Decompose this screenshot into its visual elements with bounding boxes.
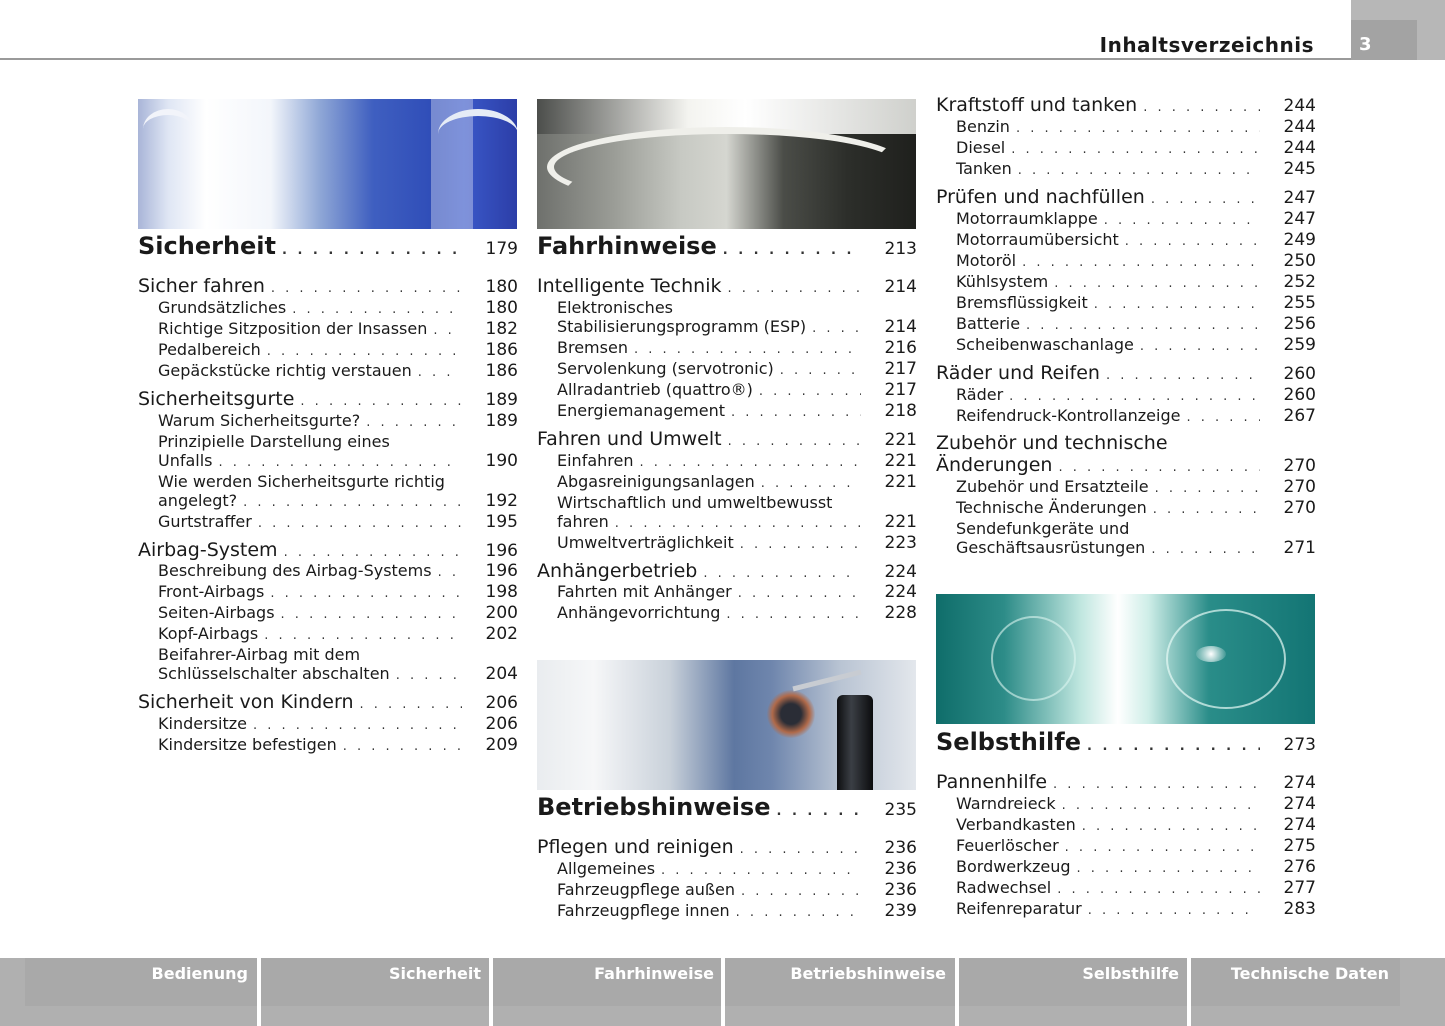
entry-page: 244 — [1283, 96, 1316, 116]
entry-title: Warum Sicherheitsgurte? — [158, 411, 361, 430]
entry-title: Unfalls — [158, 451, 213, 470]
entry-page: 189 — [485, 411, 518, 431]
entry-page: 252 — [1283, 272, 1316, 292]
dot-leader — [1143, 100, 1260, 115]
entry-title: Betriebshinweise — [537, 793, 771, 821]
dot-leader — [780, 363, 861, 378]
toc-item-entry[interactable] — [537, 859, 917, 881]
entry-page: 255 — [1283, 293, 1316, 313]
dot-leader — [1082, 819, 1260, 834]
toc-subsection-entry[interactable] — [936, 362, 1316, 384]
entry-title: Scheibenwaschanlage — [956, 335, 1134, 354]
entry-page: 259 — [1283, 335, 1316, 355]
entry-page: 192 — [485, 491, 518, 511]
entry-title: Sicherheit — [138, 232, 276, 260]
entry-page: 217 — [884, 359, 917, 379]
entry-page: 224 — [884, 562, 917, 582]
entry-title: Pflegen und reinigen — [537, 836, 734, 858]
entry-title: Diesel — [956, 138, 1006, 157]
dot-leader — [282, 243, 462, 258]
toc-item-entry[interactable] — [936, 117, 1316, 139]
dot-leader — [1186, 410, 1260, 425]
entry-page: 274 — [1283, 794, 1316, 814]
toc-item-entry[interactable] — [936, 230, 1316, 252]
toc-item-entry[interactable] — [537, 603, 917, 625]
toc-subsection-entry[interactable] — [537, 428, 917, 450]
entry-page: 182 — [485, 319, 518, 339]
entry-page: 209 — [485, 735, 518, 755]
dot-leader — [726, 607, 861, 622]
paraglider-shape — [143, 109, 193, 149]
dot-leader — [1054, 276, 1260, 291]
entry-page: 221 — [884, 430, 917, 450]
entry-page: 206 — [485, 693, 518, 713]
toc-subsection-entry[interactable] — [537, 275, 917, 297]
entry-title: Reifendruck-Kontrollanzeige — [956, 406, 1181, 425]
entry-title: Bordwerkzeug — [956, 857, 1071, 876]
entry-page: 271 — [1283, 538, 1316, 558]
toc-item-entry[interactable] — [138, 361, 518, 383]
toc-item-entry[interactable] — [537, 512, 917, 534]
entry-title: Stabilisierungsprogramm (ESP) — [557, 317, 807, 336]
entry-title: Geschäftsausrüstungen — [956, 538, 1146, 557]
entry-page: 275 — [1283, 836, 1316, 856]
entry-page: 200 — [485, 603, 518, 623]
toc-item-entry[interactable] — [138, 603, 518, 625]
entry-page: 216 — [884, 338, 917, 358]
light-bulb-photo — [936, 594, 1315, 724]
dot-leader — [741, 884, 861, 899]
entry-title: Richtige Sitzposition der Insassen — [158, 319, 428, 338]
toc-item-entry[interactable] — [537, 338, 917, 360]
toc-item-entry[interactable] — [936, 385, 1316, 407]
entry-page: 283 — [1283, 899, 1316, 919]
entry-title: Reifenreparatur — [956, 899, 1082, 918]
toc-item-entry[interactable] — [936, 272, 1316, 294]
dot-leader — [703, 566, 861, 581]
entry-page: 189 — [485, 390, 518, 410]
toc-item-entry[interactable] — [936, 293, 1316, 315]
entry-page: 276 — [1283, 857, 1316, 877]
entry-page: 190 — [485, 451, 518, 471]
entry-title: Fahren und Umwelt — [537, 428, 722, 450]
dot-leader — [253, 718, 462, 733]
bottom-tab-label: Betriebshinweise — [790, 964, 946, 983]
dot-leader — [740, 537, 861, 552]
toc-item-entry[interactable] — [936, 878, 1316, 900]
dot-leader — [812, 321, 861, 336]
entry-title: Fahrhinweise — [537, 232, 717, 260]
toc-subsection-entry[interactable] — [138, 275, 518, 297]
dot-leader — [1087, 739, 1260, 754]
dot-leader — [264, 628, 462, 643]
dot-leader — [438, 565, 462, 580]
toc-subsection-entry[interactable] — [138, 539, 518, 561]
entry-page: 202 — [485, 624, 518, 644]
dot-leader — [1057, 882, 1260, 897]
oil-can — [837, 695, 873, 790]
entry-page: 273 — [1283, 735, 1316, 755]
entry-title: Radwechsel — [956, 878, 1052, 897]
entry-title: Prüfen und nachfüllen — [936, 186, 1145, 208]
paraglider-shape — [438, 109, 517, 159]
entry-title: Pannenhilfe — [936, 771, 1048, 793]
toc-item-entry[interactable] — [138, 735, 518, 757]
entry-title-line1: Sendefunkgeräte und — [956, 519, 1130, 538]
entry-page: 221 — [884, 472, 917, 492]
toc-item-entry[interactable] — [936, 138, 1316, 160]
toc-subsection-entry[interactable] — [537, 836, 917, 858]
dot-leader — [1009, 389, 1260, 404]
entry-title: Anhängerbetrieb — [537, 560, 698, 582]
entry-title-line1: Beifahrer-Airbag mit dem — [158, 645, 361, 664]
toc-item-entry[interactable] — [138, 624, 518, 646]
dot-leader — [1016, 121, 1260, 136]
entry-title: Airbag-System — [138, 539, 278, 561]
toc-section-entry[interactable] — [138, 232, 518, 264]
toc-subsection-entry[interactable] — [138, 691, 518, 713]
dot-leader — [1088, 903, 1260, 918]
dot-leader — [1077, 861, 1260, 876]
entry-title: Allgemeines — [557, 859, 656, 878]
light-bulb-filament — [1196, 646, 1226, 662]
toc-item-entry[interactable] — [537, 380, 917, 402]
dot-leader — [1125, 234, 1260, 249]
toc-item-entry[interactable] — [138, 319, 518, 341]
entry-page: 180 — [485, 277, 518, 297]
dot-leader — [1155, 481, 1260, 496]
page-number: 3 — [1359, 34, 1372, 55]
toc-item-entry[interactable] — [537, 317, 917, 339]
dot-leader — [360, 697, 463, 712]
toc-item-entry[interactable] — [537, 451, 917, 473]
dot-leader — [271, 281, 462, 296]
entry-title: Fahrzeugpflege außen — [557, 880, 735, 899]
toc-item-entry[interactable] — [138, 298, 518, 320]
entry-page: 186 — [485, 361, 518, 381]
entry-title-line1: Zubehör und technische — [936, 432, 1168, 454]
entry-title-line1: Wirtschaftlich und umweltbewusst — [557, 493, 833, 512]
dot-leader — [258, 516, 462, 531]
entry-title: Umweltverträglichkeit — [557, 533, 734, 552]
toc-item-entry[interactable] — [936, 815, 1316, 837]
entry-page: 196 — [485, 561, 518, 581]
dot-leader — [396, 668, 462, 683]
dot-leader — [1140, 339, 1260, 354]
entry-page: 274 — [1283, 773, 1316, 793]
dot-leader — [723, 243, 861, 258]
entry-title: Änderungen — [936, 454, 1053, 476]
dot-leader — [243, 495, 462, 510]
entry-title: Verbandkasten — [956, 815, 1076, 834]
entry-title: Energiemanagement — [557, 401, 726, 420]
dot-leader — [219, 455, 462, 470]
dot-leader — [1094, 297, 1260, 312]
toc-item-entry[interactable] — [936, 899, 1316, 921]
entry-page: 196 — [485, 541, 518, 561]
entry-title: Kühlsystem — [956, 272, 1049, 291]
dot-leader — [1026, 318, 1260, 333]
entry-page: 218 — [884, 401, 917, 421]
entry-title: Batterie — [956, 314, 1021, 333]
dot-leader — [738, 586, 861, 601]
entry-title-line1: Wie werden Sicherheitsgurte richtig — [158, 472, 445, 491]
entry-title: Sicher fahren — [138, 275, 265, 297]
entry-page: 239 — [884, 901, 917, 921]
oil-can-photo — [537, 660, 916, 790]
entry-title: Bremsen — [557, 338, 628, 357]
entry-page: 247 — [1283, 188, 1316, 208]
entry-title: Kraftstoff und tanken — [936, 94, 1138, 116]
entry-title: Zubehör und Ersatzteile — [956, 477, 1149, 496]
paraglider-photo — [138, 99, 517, 229]
entry-page: 270 — [1283, 456, 1316, 476]
road-photo — [537, 99, 916, 229]
entry-title: fahren — [557, 512, 609, 531]
entry-page: 274 — [1283, 815, 1316, 835]
entry-page: 180 — [485, 298, 518, 318]
toc-section-entry[interactable] — [537, 232, 917, 264]
dot-leader — [343, 739, 462, 754]
toc-item-entry[interactable] — [936, 335, 1316, 357]
entry-page: 244 — [1283, 138, 1316, 158]
entry-page: 198 — [485, 582, 518, 602]
entry-title: Gepäckstücke richtig verstauen — [158, 361, 412, 380]
entry-page: 270 — [1283, 498, 1316, 518]
entry-title: Räder — [956, 385, 1004, 404]
entry-page: 179 — [485, 239, 518, 259]
dot-leader — [292, 302, 462, 317]
entry-page: 186 — [485, 340, 518, 360]
entry-title: Feuerlöscher — [956, 836, 1059, 855]
entry-title: Sicherheit von Kindern — [138, 691, 354, 713]
toc-item-entry[interactable] — [138, 664, 518, 686]
dot-leader — [1151, 192, 1260, 207]
dot-leader — [1153, 502, 1260, 517]
entry-title: Warndreieck — [956, 794, 1056, 813]
toc-item-entry[interactable] — [936, 857, 1316, 879]
entry-page: 228 — [884, 603, 917, 623]
dot-leader — [615, 516, 861, 531]
bottom-tab-label: Selbsthilfe — [1082, 964, 1179, 983]
dot-leader — [639, 455, 861, 470]
photo-blur — [767, 690, 815, 738]
entry-page: 217 — [884, 380, 917, 400]
entry-title-line1: Prinzipielle Darstellung eines — [158, 432, 390, 451]
entry-page: 270 — [1283, 477, 1316, 497]
toc-item-entry[interactable] — [138, 582, 518, 604]
entry-page: 204 — [485, 664, 518, 684]
toc-item-entry[interactable] — [138, 714, 518, 736]
dot-leader — [267, 344, 462, 359]
entry-page: 235 — [884, 800, 917, 820]
dot-leader — [418, 365, 462, 380]
entry-title: Tanken — [956, 159, 1012, 178]
entry-page: 277 — [1283, 878, 1316, 898]
entry-page: 214 — [884, 317, 917, 337]
toc-item-entry[interactable] — [936, 498, 1316, 520]
entry-title: Fahrten mit Anhänger — [557, 582, 732, 601]
toc-item-entry[interactable] — [936, 251, 1316, 273]
dot-leader — [1053, 777, 1260, 792]
dot-leader — [270, 586, 462, 601]
dot-leader — [728, 434, 861, 449]
entry-page: 224 — [884, 582, 917, 602]
entry-page: 195 — [485, 512, 518, 532]
toc-item-entry[interactable] — [537, 359, 917, 381]
toc-subsection-entry[interactable] — [936, 186, 1316, 208]
toc-item-entry[interactable] — [936, 159, 1316, 181]
toc-item-entry[interactable] — [138, 512, 518, 534]
entry-title: Intelligente Technik — [537, 275, 722, 297]
toc-item-entry[interactable] — [936, 314, 1316, 336]
dot-leader — [661, 863, 861, 878]
entry-title: Grundsätzliches — [158, 298, 287, 317]
dot-leader — [433, 323, 462, 338]
toc-item-entry[interactable] — [936, 538, 1316, 560]
dot-leader — [1022, 255, 1260, 270]
bottom-tab-label: Technische Daten — [1230, 964, 1389, 983]
toc-item-entry[interactable] — [138, 411, 518, 433]
dot-leader — [300, 394, 462, 409]
dot-leader — [1018, 163, 1260, 178]
entry-title: Bremsflüssigkeit — [956, 293, 1088, 312]
entry-title: Sicherheitsgurte — [138, 388, 295, 410]
entry-title: Allradantrieb (quattro®) — [557, 380, 753, 399]
dot-leader — [759, 384, 861, 399]
entry-page: 260 — [1283, 385, 1316, 405]
entry-title: Kindersitze — [158, 714, 247, 733]
entry-title: Motorraumübersicht — [956, 230, 1119, 249]
entry-title: Selbsthilfe — [936, 728, 1081, 756]
toc-item-entry[interactable] — [936, 209, 1316, 231]
entry-title: Einfahren — [557, 451, 634, 470]
entry-page: 214 — [884, 277, 917, 297]
dot-leader — [761, 476, 861, 491]
dot-leader — [1058, 460, 1260, 475]
entry-title: Schlüsselschalter abschalten — [158, 664, 390, 683]
toc-item-entry[interactable] — [537, 901, 917, 923]
dot-leader — [1011, 142, 1260, 157]
entry-page: 245 — [1283, 159, 1316, 179]
dot-leader — [727, 281, 861, 296]
entry-title: Seiten-Airbags — [158, 603, 275, 622]
road-curve — [547, 127, 907, 207]
entry-title: Kindersitze befestigen — [158, 735, 337, 754]
toc-item-entry[interactable] — [537, 472, 917, 494]
entry-title: Motoröl — [956, 251, 1017, 270]
dot-leader — [284, 545, 462, 560]
dot-leader — [1151, 542, 1260, 557]
toc-item-entry[interactable] — [936, 836, 1316, 858]
toc-subsection-entry[interactable] — [537, 560, 917, 582]
entry-page: 249 — [1283, 230, 1316, 250]
entry-page: 247 — [1283, 209, 1316, 229]
entry-page: 221 — [884, 451, 917, 471]
dot-leader — [736, 905, 861, 920]
toc-item-entry[interactable] — [138, 491, 518, 513]
toc-item-entry[interactable] — [537, 401, 917, 423]
entry-title: Front-Airbags — [158, 582, 265, 601]
toc-item-entry[interactable] — [936, 406, 1316, 428]
bottom-tab-label: Fahrhinweise — [594, 964, 714, 983]
toc-subsection-entry[interactable] — [138, 388, 518, 410]
toc-item-entry[interactable] — [537, 880, 917, 902]
dot-leader — [1062, 798, 1260, 813]
entry-page: 221 — [884, 512, 917, 532]
entry-title: Anhängevorrichtung — [557, 603, 721, 622]
entry-page: 236 — [884, 880, 917, 900]
header-rule — [0, 58, 1445, 60]
entry-title: Servolenkung (servotronic) — [557, 359, 774, 378]
entry-title: Beschreibung des Airbag-Systems — [158, 561, 432, 580]
entry-page: 223 — [884, 533, 917, 553]
entry-title: Technische Änderungen — [956, 498, 1147, 517]
toc-subsection-entry[interactable] — [936, 454, 1316, 476]
entry-title: Pedalbereich — [158, 340, 261, 359]
entry-page: 250 — [1283, 251, 1316, 271]
dot-leader — [776, 804, 861, 819]
dot-leader — [281, 607, 462, 622]
toc-item-entry[interactable] — [537, 582, 917, 604]
toc-section-entry[interactable] — [537, 793, 917, 825]
toc-item-entry[interactable] — [138, 340, 518, 362]
toc-item-entry[interactable] — [936, 794, 1316, 816]
oil-can-spout — [792, 670, 861, 692]
toc-item-entry[interactable] — [537, 533, 917, 555]
entry-title-line1: Elektronisches — [557, 298, 673, 317]
toc-subsection-entry[interactable] — [936, 771, 1316, 793]
light-bulb-shape — [991, 616, 1076, 701]
entry-title: Gurtstraffer — [158, 512, 252, 531]
entry-title: Räder und Reifen — [936, 362, 1100, 384]
dot-leader — [1104, 213, 1260, 228]
entry-title: Motorraumklappe — [956, 209, 1098, 228]
entry-page: 213 — [884, 239, 917, 259]
entry-page: 206 — [485, 714, 518, 734]
toc-item-entry[interactable] — [138, 451, 518, 473]
entry-title: angelegt? — [158, 491, 238, 510]
dot-leader — [366, 415, 462, 430]
dot-leader — [1106, 368, 1260, 383]
entry-page: 260 — [1283, 364, 1316, 384]
entry-page: 236 — [884, 838, 917, 858]
dot-leader — [634, 342, 861, 357]
toc-item-entry[interactable] — [138, 561, 518, 583]
entry-page: 236 — [884, 859, 917, 879]
entry-page: 256 — [1283, 314, 1316, 334]
dot-leader — [740, 842, 861, 857]
entry-page: 267 — [1283, 406, 1316, 426]
light-bulb-shape — [1166, 609, 1286, 709]
toc-subsection-entry[interactable] — [936, 94, 1316, 116]
dot-leader — [731, 405, 861, 420]
entry-title: Abgasreinigungsanlagen — [557, 472, 755, 491]
dot-leader — [1065, 840, 1260, 855]
entry-title: Fahrzeugpflege innen — [557, 901, 730, 920]
bottom-tab-label: Bedienung — [151, 964, 248, 983]
page-title: Inhaltsverzeichnis — [1099, 33, 1314, 57]
bottom-tab-label: Sicherheit — [389, 964, 481, 983]
toc-item-entry[interactable] — [936, 477, 1316, 499]
entry-page: 244 — [1283, 117, 1316, 137]
entry-title: Kopf-Airbags — [158, 624, 259, 643]
toc-section-entry[interactable] — [936, 728, 1316, 760]
entry-title: Benzin — [956, 117, 1010, 136]
